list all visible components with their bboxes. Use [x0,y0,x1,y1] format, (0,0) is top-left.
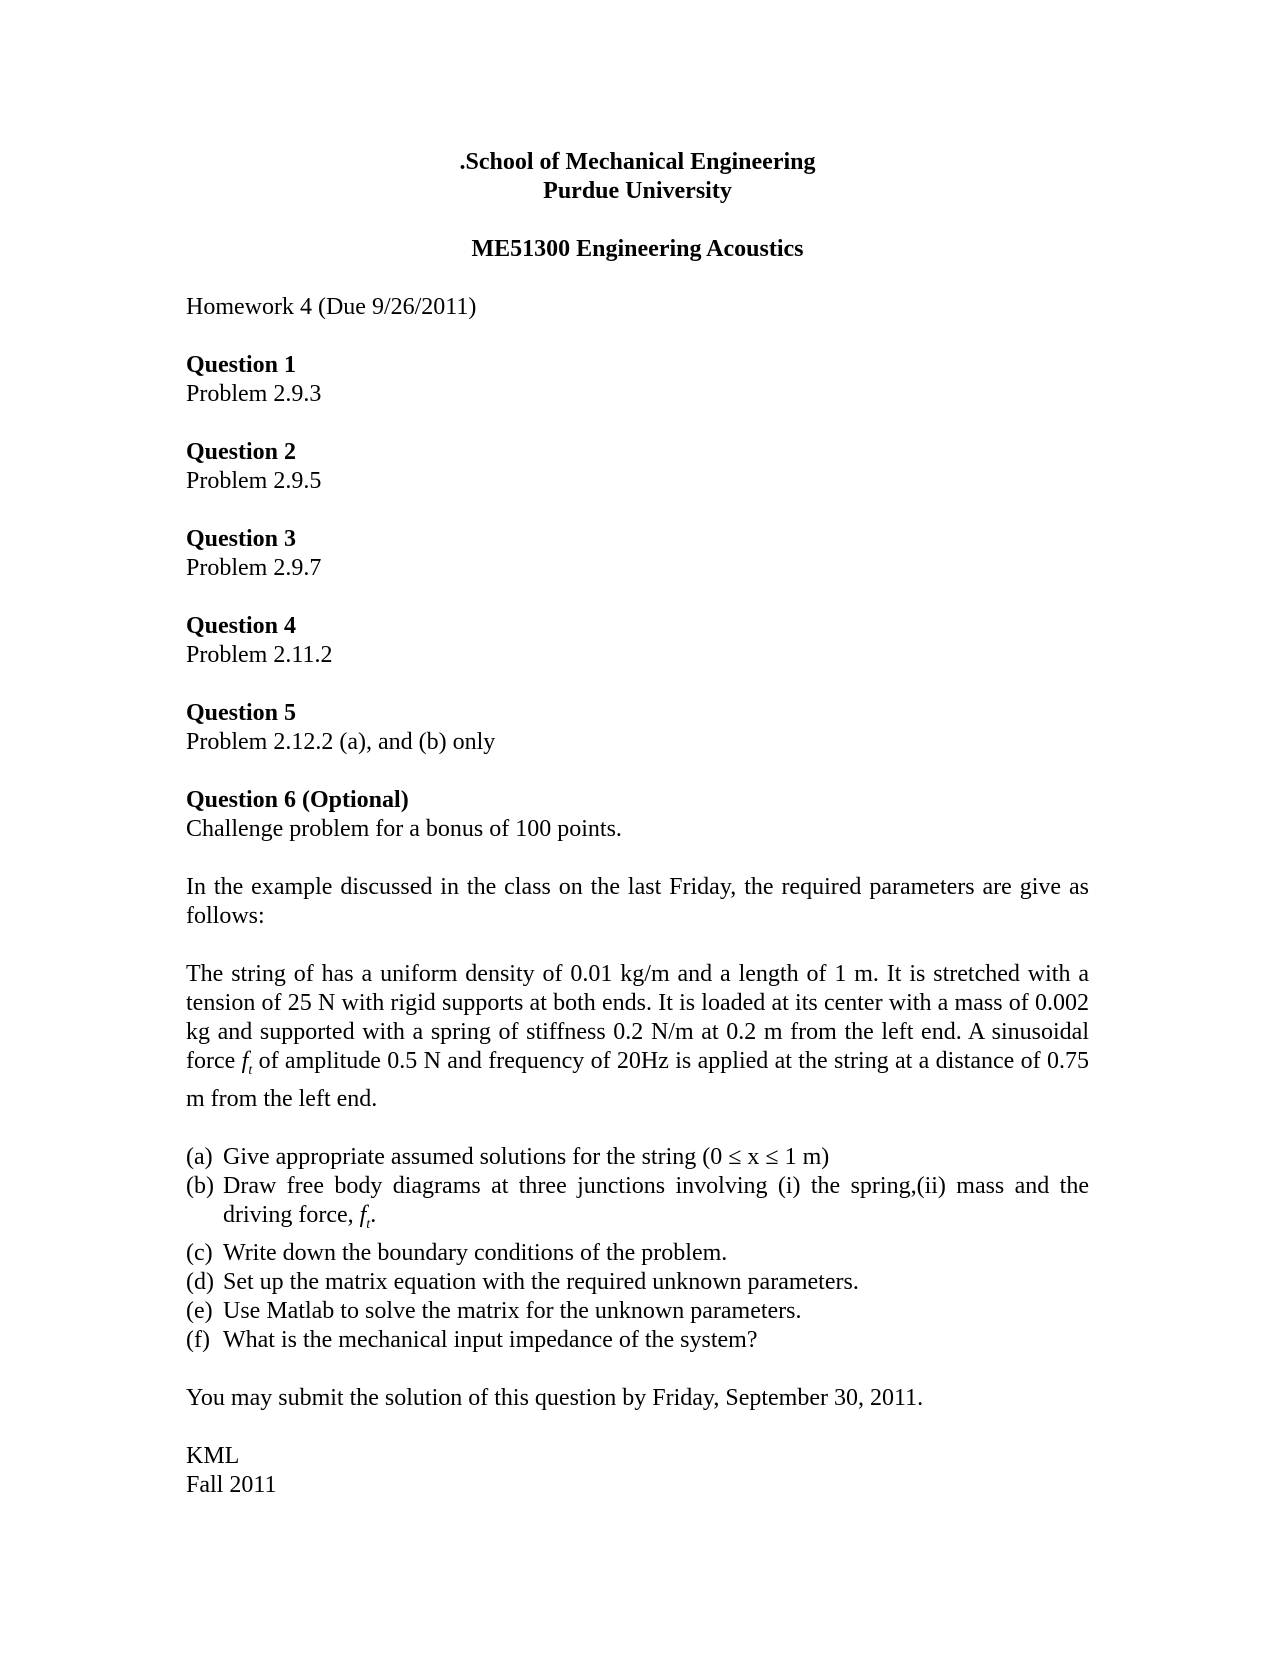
question-title: Question 2 [186,439,297,465]
document-header [186,148,1089,264]
subquestion-a [186,1143,1089,1172]
signature-block [186,1442,1089,1500]
question-body: Problem 2.9.3 [186,381,322,407]
submission-note: You may submit the solution of this question by Friday, September 30, 2011. [186,1384,924,1411]
signature-initials: KML [186,1442,240,1469]
intro-paragraph: In the example discussed in the class on the last Friday, the required parameters are give as follows: [186,874,1089,929]
subquestion-label: (a) [186,1143,213,1170]
question-body: Problem 2.9.5 [186,468,322,494]
question-body: Problem 2.12.2 (a), and (b) only [186,729,496,755]
subquestion-e [186,1297,1089,1326]
subquestion-text: Write down the boundary conditions of the problem. [223,1239,728,1266]
course-title: ME51300 Engineering Acoustics [471,236,804,262]
question-2 [186,438,1089,496]
university-name: Purdue University [543,178,732,204]
question-body: Challenge problem for a bonus of 100 points. [186,816,622,842]
question-3 [186,525,1089,583]
school-name: .School of Mechanical Engineering [459,149,816,175]
question-5 [186,699,1089,757]
subquestion-label: (b) [186,1172,214,1199]
description-part1: The string of has a uniform density of 0.01 kg/m and a length of 1 m. It is stretched with a tension of 25 N with rigid supports at both ends. It is loaded at its center with a mass of 0.002 kg and supported with a spring of stiffness 0.2 N/m at 0.2 m from the left end. A sinusoidal force [186,961,1089,1074]
subquestion-label: (e) [186,1297,213,1324]
question-title: Question 1 [186,352,297,378]
question-body: Problem 2.11.2 [186,642,333,668]
homework-title: Homework 4 (Due 9/26/2011) [186,294,477,320]
subquestion-label: (f) [186,1326,210,1353]
subquestion-d [186,1268,1089,1297]
question-6 [186,786,1089,844]
question-title: Question 5 [186,700,297,726]
question-1 [186,351,1089,409]
subquestion-b [186,1172,1089,1239]
subquestion-text: Draw free body diagrams at three junctions involving (i) the spring,(ii) mass and the driving force, $f_t$. [223,1172,1089,1232]
force-symbol: $f_t$ [241,1048,253,1078]
subquestion-label: (c) [186,1239,213,1266]
subquestion-label: (d) [186,1268,214,1295]
question-title: Question 4 [186,613,297,639]
question-4 [186,612,1089,670]
subquestion-list [186,1143,1089,1355]
subquestion-c [186,1239,1089,1268]
subquestion-text: What is the mechanical input impedance of the system? [223,1326,758,1353]
subquestion-text: Give appropriate assumed solutions for the string (0 ≤ x ≤ 1 m) [223,1143,830,1170]
description-paragraph [186,960,1089,1114]
document-page [186,148,1089,1500]
question-title: Question 3 [186,526,297,552]
question-title: Question 6 (Optional) [186,787,409,813]
force-symbol: $f_t$ [359,1201,371,1232]
subquestion-f [186,1326,1089,1355]
question-body: Problem 2.9.7 [186,555,322,581]
subquestion-text: Set up the matrix equation with the required unknown parameters. [223,1268,859,1295]
signature-term: Fall 2011 [186,1471,277,1498]
description-part2: of amplitude 0.5 N and frequency of 20Hz is applied at the string at a distance of 0.75 m from the left end. [186,1048,1089,1112]
subquestion-text: Use Matlab to solve the matrix for the unknown parameters. [223,1297,802,1324]
